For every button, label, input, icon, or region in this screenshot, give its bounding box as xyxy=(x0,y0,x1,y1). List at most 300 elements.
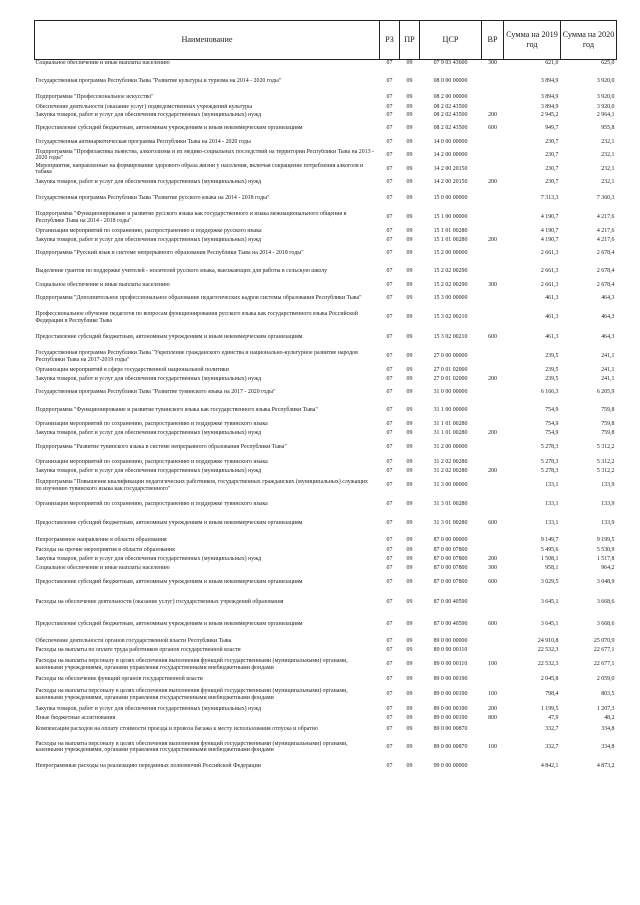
row-rz: 07 xyxy=(386,124,393,131)
row-name: Обеспечение деятельности органов государственной власти Республики Тыва xyxy=(35,637,232,644)
row-vr xyxy=(482,723,504,736)
row-csr: 87 0 00 07800 xyxy=(433,547,468,554)
row-name: Государственная программа Республики Тыва "Укрепление гражданского единства и национально-культурное развитие народов Республики Тыва на 2017-2019 годы" xyxy=(35,350,358,363)
row-sum-2020: 2 059,0 xyxy=(596,676,615,683)
row-vr xyxy=(482,675,504,685)
row-sum-2019: 754,9 xyxy=(545,420,559,427)
table-row xyxy=(35,402,617,420)
row-pr: 09 xyxy=(406,227,413,234)
row-sum-2020: 232,1 xyxy=(601,139,615,146)
row-pr: 09 xyxy=(406,353,413,360)
table-row xyxy=(35,308,617,328)
table-row xyxy=(35,348,617,366)
row-sum-2020: 1 207,3 xyxy=(596,705,615,712)
table-row xyxy=(35,685,617,705)
row-sum-2020: 133,9 xyxy=(601,501,615,508)
row-sum-2020: 232,1 xyxy=(601,179,615,186)
row-pr: 09 xyxy=(406,111,413,118)
row-pr: 09 xyxy=(406,103,413,110)
row-sum-2019: 461,3 xyxy=(545,295,559,302)
row-vr xyxy=(482,209,504,227)
row-sum-2020: 6 205,9 xyxy=(596,389,615,396)
table-row xyxy=(35,189,617,209)
row-vr: 300 xyxy=(488,60,497,66)
row-csr: 89 0 00 00110 xyxy=(433,646,468,653)
row-sum-2020: 3 920,0 xyxy=(596,94,615,101)
row-csr: 89 0 00 00190 xyxy=(433,714,468,721)
row-rz: 07 xyxy=(386,420,393,427)
row-vr xyxy=(482,637,504,646)
row-sum-2019: 949,7 xyxy=(545,124,559,131)
row-csr: 87 0 00 40590 xyxy=(433,621,468,628)
row-rz: 07 xyxy=(386,482,393,489)
row-csr: 15 2 00 00000 xyxy=(433,250,468,257)
header-name: Наименование xyxy=(35,21,380,60)
row-rz: 07 xyxy=(386,536,393,543)
row-csr: 08 0 00 00000 xyxy=(433,78,468,85)
row-csr: 27 0 01 02000 xyxy=(433,375,468,382)
row-sum-2019: 5 495,6 xyxy=(540,547,559,554)
row-pr: 09 xyxy=(406,646,413,653)
row-csr: 14 2 00 20150 xyxy=(433,179,468,186)
row-pr: 09 xyxy=(406,714,413,721)
row-sum-2019: 4 190,7 xyxy=(540,214,559,221)
row-sum-2019: 5 278,3 xyxy=(540,444,559,451)
row-sum-2019: 7 313,3 xyxy=(540,195,559,202)
row-rz: 07 xyxy=(386,547,393,554)
row-sum-2020: 22 677,1 xyxy=(593,646,615,653)
row-csr: 89 0 00 00190 xyxy=(433,676,468,683)
row-sum-2019: 2 661,3 xyxy=(540,268,559,275)
row-vr xyxy=(482,646,504,655)
row-vr: 200 xyxy=(488,179,497,186)
row-rz: 07 xyxy=(386,646,393,653)
row-vr xyxy=(482,72,504,92)
row-csr: 99 0 00 00000 xyxy=(433,762,468,769)
row-sum-2020: 759,8 xyxy=(601,420,615,427)
row-pr: 09 xyxy=(406,661,413,668)
table-row xyxy=(35,137,617,149)
row-name: Социальное обеспечение и иные выплаты населению xyxy=(35,564,170,571)
row-rz: 07 xyxy=(386,564,393,571)
row-name: Предоставление субсидий бюджетным, автономным учреждениям и иным некоммерческим организациям xyxy=(35,579,303,586)
row-sum-2020: 241,1 xyxy=(601,353,615,360)
row-pr: 09 xyxy=(406,482,413,489)
row-rz: 07 xyxy=(386,139,393,146)
row-name: Организация мероприятий в сфере государственной национальной политики xyxy=(35,366,229,373)
header-sum-2019: Сумма на 2019 год xyxy=(504,21,561,60)
row-sum-2019: 754,9 xyxy=(545,429,559,436)
row-sum-2020: 4 873,2 xyxy=(596,762,615,769)
row-csr: 08 2 02 43500 xyxy=(433,103,468,110)
row-vr xyxy=(482,290,504,308)
row-name: Непрограммное направление в области образования xyxy=(35,536,167,543)
row-vr xyxy=(482,162,504,177)
row-pr: 09 xyxy=(406,268,413,275)
row-vr xyxy=(482,593,504,613)
row-rz: 07 xyxy=(386,179,393,186)
row-rz: 07 xyxy=(386,334,393,341)
row-sum-2020: 3 048,9 xyxy=(596,579,615,586)
row-sum-2020: 4 217,6 xyxy=(596,227,615,234)
table-row xyxy=(35,705,617,714)
row-csr: 15 3 02 00210 xyxy=(433,314,468,321)
row-sum-2020: 3 668,6 xyxy=(596,621,615,628)
table-row xyxy=(35,555,617,564)
row-sum-2019: 24 910,8 xyxy=(537,637,559,644)
row-rz: 07 xyxy=(386,520,393,527)
row-vr: 600 xyxy=(488,124,497,131)
table-row xyxy=(35,714,617,723)
row-csr: 15 1 01 00280 xyxy=(433,236,468,243)
row-name: Социальное обеспечение и иные выплаты населению xyxy=(35,60,170,66)
row-pr: 09 xyxy=(406,295,413,302)
row-csr: 89 0 00 00110 xyxy=(433,661,468,668)
table-row xyxy=(35,209,617,227)
row-name: Подпрограмма "Функционирование и развитие тувинского языка как государственного языка Республики Тыва" xyxy=(35,407,318,414)
row-sum-2020: 2 964,1 xyxy=(596,111,615,118)
row-csr: 15 0 00 00000 xyxy=(433,195,468,202)
row-sum-2019: 133,1 xyxy=(545,482,559,489)
row-pr: 09 xyxy=(406,520,413,527)
row-vr xyxy=(482,759,504,774)
row-pr: 09 xyxy=(406,429,413,436)
row-sum-2019: 2 661,3 xyxy=(540,250,559,257)
row-rz: 07 xyxy=(386,250,393,257)
row-name: Расходы на обеспечение деятельности (оказание услуг) государственных учреждений образования xyxy=(35,599,284,606)
row-name: Непрограммные расходы на реализацию переданных полномочий Российской Федерации xyxy=(35,762,261,769)
row-name: Иные бюджетные ассигнования xyxy=(35,714,116,721)
row-pr: 09 xyxy=(406,762,413,769)
row-sum-2020: 759,8 xyxy=(601,429,615,436)
row-vr xyxy=(482,366,504,375)
table-row xyxy=(35,736,617,759)
row-rz: 07 xyxy=(386,281,393,288)
row-pr: 09 xyxy=(406,691,413,698)
header-sum-2020: Сумма на 2020 год xyxy=(561,21,617,60)
row-vr: 200 xyxy=(488,555,497,562)
row-csr: 89 0 00 00870 xyxy=(433,725,468,732)
header-vr: ВР xyxy=(482,21,504,60)
row-rz: 07 xyxy=(386,375,393,382)
row-vr xyxy=(482,308,504,328)
row-sum-2019: 332,7 xyxy=(545,725,559,732)
row-csr: 08 2 02 43500 xyxy=(433,111,468,118)
row-pr: 09 xyxy=(406,195,413,202)
row-vr xyxy=(482,547,504,555)
row-sum-2019: 5 278,3 xyxy=(540,467,559,474)
row-vr xyxy=(482,534,504,547)
row-sum-2020: 4 217,6 xyxy=(596,214,615,221)
row-pr: 09 xyxy=(406,725,413,732)
row-name: Закупка товаров, работ и услуг для обеспечения государственных (муниципальных) нужд xyxy=(35,236,262,243)
row-sum-2020: 2 678,4 xyxy=(596,268,615,275)
row-rz: 07 xyxy=(386,467,393,474)
row-sum-2019: 3 029,5 xyxy=(540,579,559,586)
row-name: Закупка товаров, работ и услуг для обеспечения государственных (муниципальных) нужд xyxy=(35,467,262,474)
row-sum-2020: 1 517,8 xyxy=(596,555,615,562)
row-pr: 09 xyxy=(406,236,413,243)
row-sum-2019: 47,9 xyxy=(548,714,559,721)
table-row xyxy=(35,573,617,593)
row-pr: 09 xyxy=(406,743,413,750)
row-vr xyxy=(482,92,504,104)
row-csr: 87 0 00 00000 xyxy=(433,536,468,543)
table-row xyxy=(35,458,617,467)
row-rz: 07 xyxy=(386,429,393,436)
row-pr: 09 xyxy=(406,420,413,427)
row-sum-2019: 133,1 xyxy=(545,520,559,527)
row-name: Государственная программа Республики Тыва "Развитие русского языка на 2014 - 2018 годы" xyxy=(35,195,270,202)
row-sum-2020: 955,8 xyxy=(601,124,615,131)
row-pr: 09 xyxy=(406,214,413,221)
row-name: Предоставление субсидий бюджетным, автономным учреждениям и иным некоммерческим организациям xyxy=(35,520,303,527)
table-row xyxy=(35,637,617,646)
row-vr xyxy=(482,149,504,162)
row-name: Подпрограмма "Русский язык в системе непрерывного образования Республики Тыва на 2014 - 2018 годы" xyxy=(35,250,304,257)
row-rz: 07 xyxy=(386,268,393,275)
row-name: Профессиональное обучение педагогов по вопросам функционирования русского языка как государственного языка Российской Федерации в Республике Тыва xyxy=(35,311,358,324)
row-vr xyxy=(482,137,504,149)
row-csr: 15 2 02 00290 xyxy=(433,281,468,288)
row-vr: 100 xyxy=(488,743,497,750)
table-row xyxy=(35,655,617,675)
row-name: Мероприятия, направленные на формирование здорового образа жизни у населения, включая сокращение потребления алкоголя и табака xyxy=(35,162,364,175)
row-csr: 31 3 00 00000 xyxy=(433,482,468,489)
row-vr xyxy=(482,104,504,111)
row-sum-2019: 3 645,1 xyxy=(540,599,559,606)
row-name: Закупка товаров, работ и услуг для обеспечения государственных (муниципальных) нужд xyxy=(35,375,262,382)
row-csr: 89 0 00 00190 xyxy=(433,691,468,698)
row-name: Расходы на выплаты по оплате труда работников органов государственной власти xyxy=(35,646,241,653)
table-row xyxy=(35,476,617,496)
row-csr: 31 3 01 00280 xyxy=(433,520,468,527)
table-row xyxy=(35,111,617,120)
row-sum-2019: 239,5 xyxy=(545,366,559,373)
row-sum-2020: 5 312,2 xyxy=(596,444,615,451)
row-vr xyxy=(482,245,504,263)
row-sum-2019: 22 532,3 xyxy=(537,661,559,668)
table-row xyxy=(35,438,617,458)
row-pr: 09 xyxy=(406,78,413,85)
row-name: Предоставление субсидий бюджетным, автономным учреждениям и иным некоммерческим организациям xyxy=(35,124,303,131)
row-pr: 09 xyxy=(406,547,413,554)
row-name: Закупка товаров, работ и услуг для обеспечения государственных (муниципальных) нужд xyxy=(35,705,262,712)
row-sum-2020: 759,8 xyxy=(601,407,615,414)
row-name: Предоставление субсидий бюджетным, автономным учреждениям и иным некоммерческим организациям xyxy=(35,334,303,341)
row-pr: 09 xyxy=(406,94,413,101)
row-sum-2019: 1 199,5 xyxy=(540,705,559,712)
row-csr: 87 0 00 07800 xyxy=(433,564,468,571)
row-csr: 31 1 00 00000 xyxy=(433,407,468,414)
header-rz: РЗ xyxy=(380,21,400,60)
row-pr: 09 xyxy=(406,599,413,606)
row-name: Подпрограмма "Профессиональное искусство" xyxy=(35,94,154,101)
row-sum-2019: 230,7 xyxy=(545,151,559,158)
table-row xyxy=(35,236,617,245)
row-sum-2020: 964,2 xyxy=(601,564,615,571)
row-csr: 89 0 00 00000 xyxy=(433,637,468,644)
row-rz: 07 xyxy=(386,714,393,721)
row-vr xyxy=(482,458,504,467)
table-row xyxy=(35,593,617,613)
row-name: Государственная программа Республики Тыва "Развитие культуры и туризма на 2014 - 2020 годы" xyxy=(35,78,282,85)
row-csr: 31 1 01 00280 xyxy=(433,429,468,436)
row-rz: 07 xyxy=(386,599,393,606)
row-sum-2019: 958,1 xyxy=(545,564,559,571)
row-rz: 07 xyxy=(386,501,393,508)
row-pr: 09 xyxy=(406,444,413,451)
row-name: Организация мероприятий по сохранению, распространению и поддержке русского языка xyxy=(35,227,262,234)
row-vr: 100 xyxy=(488,691,497,698)
row-vr xyxy=(482,227,504,236)
row-pr: 09 xyxy=(406,281,413,288)
row-name: Расходы на выплаты персоналу в целях обеспечения выполнения функций государственными (муниципальными) органами, казенными учреждениями, органами управления государственными внебюджетными фондами xyxy=(35,658,348,671)
row-name: Государственная программа Республики Тыва "Развитие тувинского языка на 2017 - 2020 годы" xyxy=(35,389,276,396)
row-pr: 09 xyxy=(406,165,413,172)
row-csr: 31 1 01 00280 xyxy=(433,420,468,427)
row-sum-2019: 133,1 xyxy=(545,501,559,508)
row-name: Закупка товаров, работ и услуг для обеспечения государственных (муниципальных) нужд xyxy=(35,179,262,186)
row-sum-2020: 464,3 xyxy=(601,295,615,302)
row-csr: 31 2 00 00000 xyxy=(433,444,468,451)
row-sum-2019: 3 645,1 xyxy=(540,621,559,628)
row-csr: 15 3 00 00000 xyxy=(433,295,468,302)
table-row xyxy=(35,496,617,514)
row-rz: 07 xyxy=(386,94,393,101)
row-vr: 200 xyxy=(488,236,497,243)
table-row xyxy=(35,420,617,429)
row-csr: 87 0 00 07800 xyxy=(433,555,468,562)
row-rz: 07 xyxy=(386,743,393,750)
row-csr: 31 0 00 00000 xyxy=(433,389,468,396)
table-row xyxy=(35,759,617,774)
row-rz: 07 xyxy=(386,444,393,451)
row-name: Закупка товаров, работ и услуг для обеспечения государственных (муниципальных) нужд xyxy=(35,555,262,562)
row-sum-2019: 461,3 xyxy=(545,314,559,321)
header-pr: ПР xyxy=(400,21,420,60)
row-sum-2019: 2 945,2 xyxy=(540,111,559,118)
row-pr: 09 xyxy=(406,139,413,146)
row-vr: 800 xyxy=(488,714,497,721)
row-sum-2020: 25 070,9 xyxy=(593,637,615,644)
row-sum-2019: 4 190,7 xyxy=(540,236,559,243)
table-row xyxy=(35,104,617,111)
row-vr: 300 xyxy=(488,281,497,288)
row-pr: 09 xyxy=(406,621,413,628)
row-sum-2020: 3 668,6 xyxy=(596,599,615,606)
row-rz: 07 xyxy=(386,725,393,732)
row-sum-2020: 133,9 xyxy=(601,520,615,527)
row-rz: 07 xyxy=(386,103,393,110)
row-rz: 07 xyxy=(386,314,393,321)
row-sum-2020: 334,8 xyxy=(601,743,615,750)
row-pr: 09 xyxy=(406,375,413,382)
row-sum-2019: 4 190,7 xyxy=(540,227,559,234)
row-pr: 09 xyxy=(406,555,413,562)
row-name: Подпрограмма "Дополнительное профессиональное образование педагогических кадров системы образования Республики Тыва" xyxy=(35,295,362,302)
row-rz: 07 xyxy=(386,762,393,769)
row-sum-2019: 3 894,9 xyxy=(540,78,559,85)
row-csr: 27 0 00 00000 xyxy=(433,353,468,360)
row-rz: 07 xyxy=(386,60,393,66)
budget-table-page xyxy=(34,20,616,774)
row-sum-2020: 334,8 xyxy=(601,725,615,732)
table-row xyxy=(35,290,617,308)
row-sum-2019: 621,0 xyxy=(545,60,559,66)
row-sum-2019: 239,5 xyxy=(545,375,559,382)
row-name: Закупка товаров, работ и услуг для обеспечения государственных (муниципальных) нужд xyxy=(35,429,262,436)
row-sum-2019: 230,7 xyxy=(545,139,559,146)
header-csr: ЦСР xyxy=(420,21,482,60)
row-vr: 200 xyxy=(488,705,497,712)
row-vr xyxy=(482,348,504,366)
row-csr: 31 3 01 00280 xyxy=(433,501,468,508)
row-name: Расходы на прочие мероприятия в области образования xyxy=(35,547,175,554)
row-sum-2019: 2 661,3 xyxy=(540,281,559,288)
row-pr: 09 xyxy=(406,334,413,341)
row-sum-2020: 22 677,1 xyxy=(593,661,615,668)
row-sum-2020: 803,5 xyxy=(601,691,615,698)
row-rz: 07 xyxy=(386,661,393,668)
row-name: Организация мероприятий по сохранению, распространению и поддержке тувинского языка xyxy=(35,501,268,508)
row-sum-2020: 464,3 xyxy=(601,334,615,341)
row-csr: 15 3 02 00210 xyxy=(433,334,468,341)
table-row xyxy=(35,384,617,402)
row-vr: 300 xyxy=(488,564,497,571)
row-sum-2020: 4 217,6 xyxy=(596,236,615,243)
row-vr: 200 xyxy=(488,429,497,436)
row-name: Расходы на выплаты персоналу в целях обеспечения выполнения функций государственными (муниципальными) органами, казенными учреждениями, органами управления государственными внебюджетными фондами xyxy=(35,740,348,753)
row-vr: 600 xyxy=(488,334,497,341)
row-sum-2019: 798,4 xyxy=(545,691,559,698)
row-sum-2020: 9 199,5 xyxy=(596,536,615,543)
row-csr: 89 0 00 00870 xyxy=(433,743,468,750)
table-row xyxy=(35,92,617,104)
table-row xyxy=(35,514,617,534)
row-sum-2020: 464,3 xyxy=(601,314,615,321)
table-row xyxy=(35,564,617,573)
row-pr: 09 xyxy=(406,637,413,644)
table-row xyxy=(35,723,617,736)
table-row xyxy=(35,613,617,637)
row-rz: 07 xyxy=(386,111,393,118)
row-sum-2019: 3 894,9 xyxy=(540,94,559,101)
row-rz: 07 xyxy=(386,366,393,373)
row-csr: 27 0 01 02000 xyxy=(433,366,468,373)
row-csr: 31 2 02 00280 xyxy=(433,458,468,465)
row-sum-2019: 22 532,3 xyxy=(537,646,559,653)
row-name: Компенсация расходов на оплату стоимости проезда и провоза багажа к месту использования отпуска и обратно xyxy=(35,725,318,732)
row-pr: 09 xyxy=(406,60,413,66)
row-name: Расходы на обеспечение функций органов государственной власти xyxy=(35,676,203,683)
row-csr: 15 2 02 00290 xyxy=(433,268,468,275)
budget-table xyxy=(34,20,617,774)
table-row xyxy=(35,328,617,348)
row-sum-2019: 461,3 xyxy=(545,334,559,341)
row-sum-2020: 2 678,4 xyxy=(596,250,615,257)
row-csr: 08 2 00 00000 xyxy=(433,94,468,101)
row-sum-2020: 232,1 xyxy=(601,165,615,172)
row-sum-2020: 7 360,3 xyxy=(596,195,615,202)
row-name: Государственная антинаркотическая программа Республики Тыва на 2014 - 2020 годы xyxy=(35,139,251,146)
row-pr: 09 xyxy=(406,250,413,257)
row-name: Организация мероприятий по сохранению, распространению и поддержке тувинского языка xyxy=(35,458,268,465)
table-row xyxy=(35,245,617,263)
table-body xyxy=(35,60,617,774)
row-sum-2020: 241,1 xyxy=(601,366,615,373)
row-rz: 07 xyxy=(386,637,393,644)
